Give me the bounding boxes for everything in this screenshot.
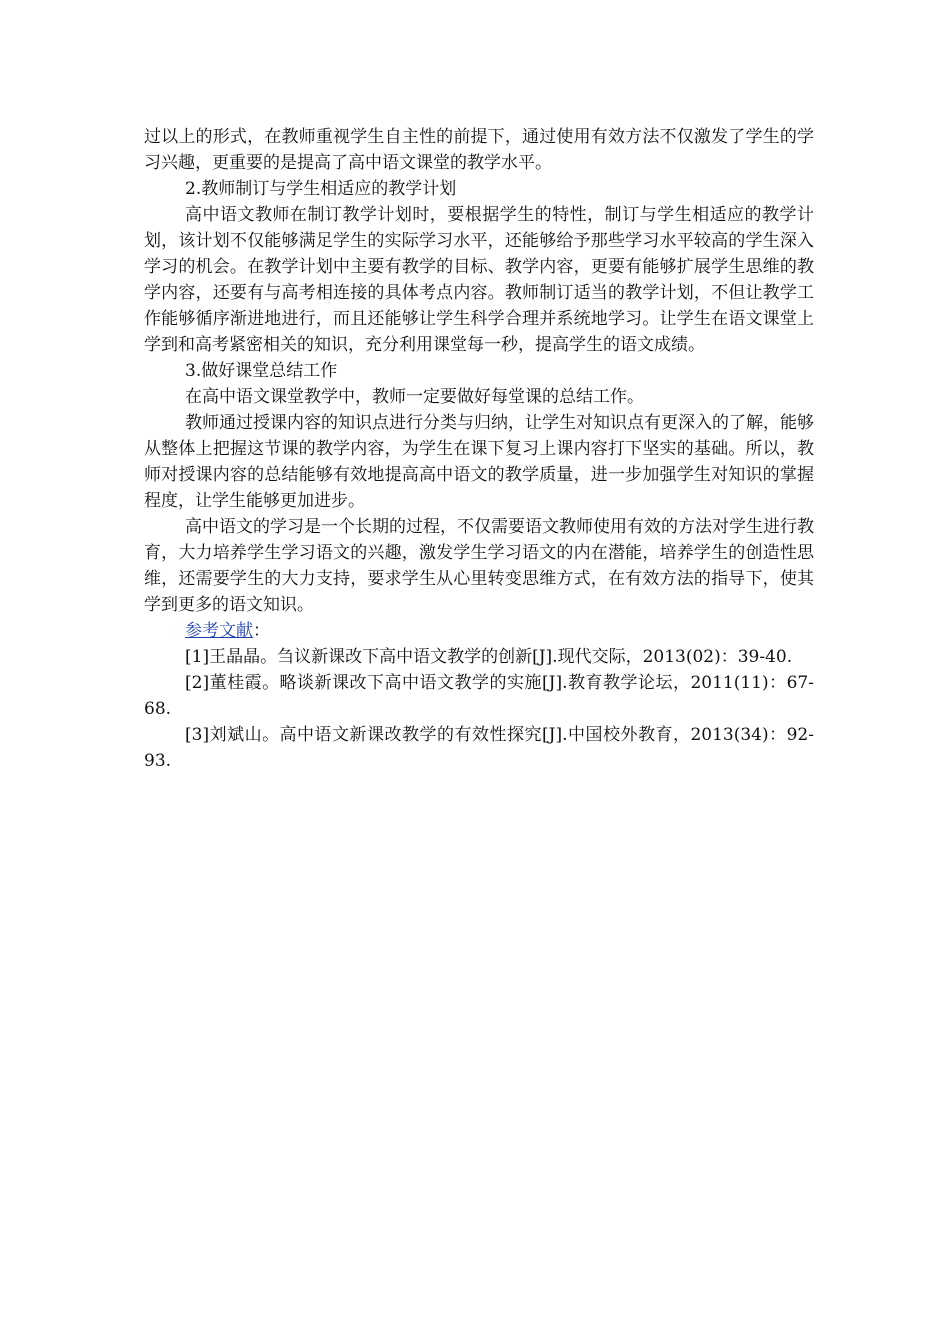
paragraph-continuation: 过以上的形式，在教师重视学生自主性的前提下，通过使用有效方法不仅激发了学生的学习兴趣，更重要的是提高了高中语文课堂的教学水平。: [144, 127, 814, 173]
reference-item-3: [3]刘斌山。高中语文新课改教学的有效性探究[J].中国校外教育，2013(34)：92-93.: [144, 725, 814, 771]
section-heading-3: 3.做好课堂总结工作: [185, 361, 338, 381]
paragraph-teaching-plan: 高中语文教师在制订教学计划时，要根据学生的特性，制订与学生相适应的教学计划，该计划不仅能够满足学生的实际学习水平，还能够给予那些学习水平较高的学生深入学习的机会。在教学计划中主要有教学的目标、教学内容，更要有能够扩展学生思维的教学内容，还要有与高考相连接的具体考点内容。教师制订适当的教学计划，不但让教学工作能够循序渐进地进行，而且还能够让学生科学合理并系统地学习。让学生在语文课堂上学到和高考紧密相关的知识，充分利用课堂每一秒，提高学生的语文成绩。: [144, 205, 814, 355]
references-link[interactable]: 参考文献: [185, 621, 253, 641]
paragraph-conclusion: 高中语文的学习是一个长期的过程，不仅需要语文教师使用有效的方法对学生进行教育，大力培养学生学习语文的兴趣，激发学生学习语文的内在潜能，培养学生的创造性思维，还需要学生的大力支持，要求学生从心里转变思维方式，在有效方法的指导下，使其学到更多的语文知识。: [144, 517, 814, 615]
reference-item-2: [2]董桂霞。略谈新课改下高中语文教学的实施[J].教育教学论坛，2011(11)：67-68.: [144, 673, 814, 719]
reference-item-1: [1]王晶晶。刍议新课改下高中语文教学的创新[J].现代交际，2013(02)：39-40.: [185, 647, 793, 667]
references-colon: ：: [253, 621, 270, 641]
section-heading-2: 2.教师制订与学生相适应的教学计划: [185, 179, 457, 199]
document-page: [144, 124, 814, 774]
paragraph-summary-detail: 教师通过授课内容的知识点进行分类与归纳，让学生对知识点有更深入的了解，能够从整体上把握这节课的教学内容，为学生在课下复习上课内容打下坚实的基础。所以，教师对授课内容的总结能够有效地提高高中语文的教学质量，进一步加强学生对知识的掌握程度，让学生能够更加进步。: [144, 413, 814, 511]
paragraph-summary-intro: 在高中语文课堂教学中，教师一定要做好每堂课的总结工作。: [185, 387, 644, 407]
references-heading: [144, 618, 814, 644]
